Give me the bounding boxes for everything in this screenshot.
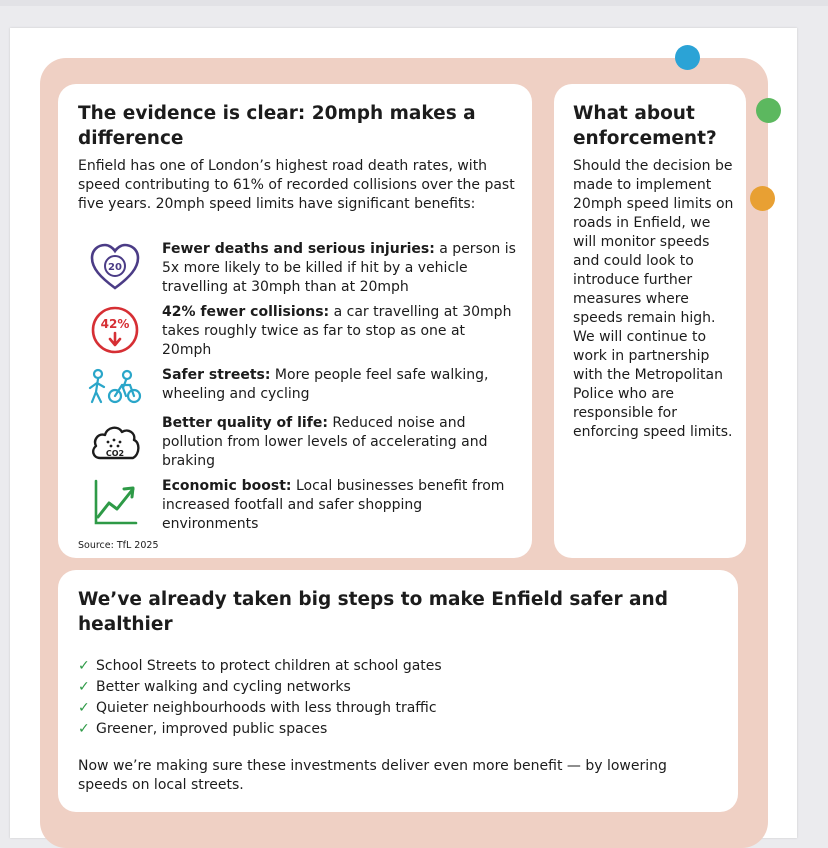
check-icon: ✓: [78, 679, 90, 695]
check-icon: ✓: [78, 658, 90, 674]
benefit-title: Economic boost:: [162, 478, 292, 494]
benefit-description: a person is 5x more likely to be killed if hit by a vehicle travelling at 30mph than at 20mph: [162, 241, 516, 295]
list-item-text: Better walking and cycling networks: [96, 679, 351, 695]
check-icon: ✓: [78, 721, 90, 737]
walk-cycle-icon: [82, 366, 142, 420]
benefit-title: 42% fewer collisions:: [162, 304, 330, 320]
trend-up-icon: [88, 477, 142, 531]
steps-title: We’ve already taken big steps to make Enfield safer and healthier: [78, 589, 668, 635]
benefit-description: Local businesses benefit from increased footfall and safer shopping environments: [162, 478, 505, 532]
evidence-title: The evidence is clear: 20mph makes a difference: [78, 103, 476, 149]
evidence-intro: Enfield has one of London’s highest road death rates, with speed contributing to 61% of recorded collisions over the past five years. 20mph speed limits have significant benefits:: [78, 158, 515, 212]
steps-checklist: [78, 656, 442, 740]
list-item: [78, 698, 442, 719]
benefit-text: [162, 240, 516, 297]
benefit-title: Safer streets:: [162, 367, 271, 383]
benefit-text: [162, 477, 516, 534]
heart-icon-number: 20: [108, 262, 122, 273]
list-item: [78, 656, 442, 677]
check-icon: ✓: [78, 700, 90, 716]
decorative-dot-orange: [750, 186, 775, 211]
enforcement-title: What about enforcement?: [573, 103, 717, 149]
decorative-dot-green: [756, 98, 781, 123]
percent-down-icon: [88, 303, 142, 357]
benefit-description: a car travelling at 30mph takes roughly twice as far to stop as one at 20mph: [162, 304, 512, 358]
co2-cloud-icon: [88, 414, 142, 468]
source-note: Source: TfL 2025: [78, 540, 159, 551]
steps-closing: Now we’re making sure these investments deliver even more benefit — by lowering speeds on local streets.: [78, 758, 667, 793]
list-item: [78, 677, 442, 698]
list-item: [78, 719, 442, 740]
list-item-text: Greener, improved public spaces: [96, 721, 328, 737]
list-item-text: Quieter neighbourhoods with less through traffic: [96, 700, 437, 716]
enforcement-text: Should the decision be made to implement 20mph speed limits on roads in Enfield, we will monitor speeds and could look to introduce further measures where speeds remain high. We will continue to work in partnership with the Metropolitan Police who are responsible for enforcing speed limits.: [573, 158, 734, 440]
benefit-title: Better quality of life:: [162, 415, 328, 431]
co2-icon-text: CO2: [105, 449, 125, 458]
heart-20-icon: [88, 240, 142, 294]
benefit-text: [162, 414, 516, 471]
benefit-text: [162, 366, 516, 404]
percent-icon-text: 42%: [100, 317, 130, 331]
benefit-description: Reduced noise and pollution from lower levels of accelerating and braking: [162, 415, 488, 469]
benefit-description: More people feel safe walking, wheeling and cycling: [162, 367, 489, 402]
benefit-title: Fewer deaths and serious injuries:: [162, 241, 435, 257]
decorative-dot-blue: [675, 45, 700, 70]
list-item-text: School Streets to protect children at school gates: [96, 658, 442, 674]
benefit-text: [162, 303, 516, 360]
viewer-top-bar: [0, 0, 828, 6]
